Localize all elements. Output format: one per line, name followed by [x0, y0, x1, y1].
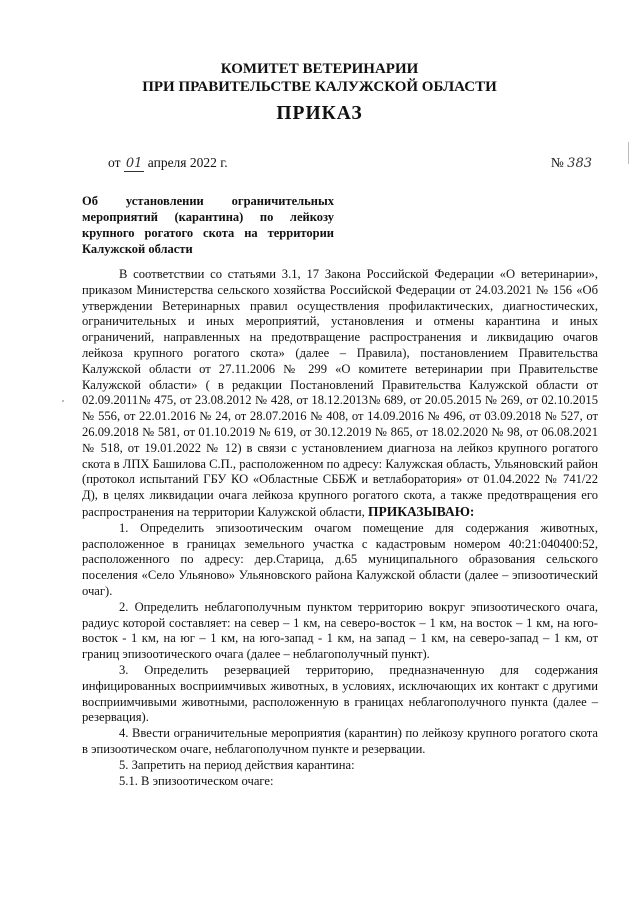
number-prefix: №	[550, 155, 564, 170]
item-paragraph: 4. Ввести ограничительные мероприятия (карантин) по лейкозу крупного рогатого скота в эпизоотическом очаге, неблагополучном пункте и резервации.	[82, 726, 598, 756]
preamble-paragraph	[82, 267, 598, 521]
number-handwritten: 383	[567, 156, 592, 171]
item-paragraph: 2. Определить неблагополучным пунктом территорию вокруг эпизоотического очага, радиус которой составляет: на север – 1 км, на северо-восток – 1 км, на восток – 1 км, на юго-восток - 1 км, на юг – 1 км, на юго-запад - 1 км, на запад – 1 км, на северо-запад – 1 км, от границ эпизоотического очага (далее – неблагополучный пункт).	[82, 599, 598, 662]
item-paragraph: 5. Запретить на период действия карантина:	[119, 757, 355, 772]
scan-dot-mark	[62, 400, 64, 402]
document-type-title: ПРИКАЗ	[276, 103, 363, 124]
order-keyword: ПРИКАЗЫВАЮ:	[367, 503, 475, 519]
date-day-handwritten: 01	[125, 156, 143, 171]
scan-edge-mark	[628, 142, 629, 164]
item-paragraph: 1. Определить эпизоотическим очагом помещение для содержания животных, расположенное в границах земельного участка с кадастровым номером 40:21:040400:52, расположенного по адресу: дер.Старица, д.65 муниципального образования сельского поселения «Село Ульяново» Ульяновского района Калужской области (далее – эпизоотический очаг).	[82, 520, 598, 598]
preamble-text: В соответствии со статьями 3.1, 17 Закона Российской Федерации «О ветеринарии», приказом Министерства сельского хозяйства Российской Федерации от 24.03.2021 № 156 «Об утверждении Ветеринарных правил осуществления профилактических, диагностических, ограничительных и иных мероприятий, установления и отмены карантина и иных ограничений, направленных на предотвращение распространения и ликвидацию очагов лейкоза крупного рогатого скота» (далее – Правила), постановлением Правительства Калужской области от 27.11.2006 № 299 «О комитете ветеринарии при Правительстве Калужской области» ( в редакции Постановлений Правительства Калужской области от 02.09.2011№ 475, от 23.08.2012 № 428, от 18.12.2013№ 689, от 20.05.2015 № 269, от 02.10.2015 № 556, от 22.01.2016 № 24, от 28.07.2016 № 408, от 14.09.2016 № 496, от 03.09.2018 № 527, от 26.09.2018 № 581, от 01.10.2019 № 619, от 30.12.2019 № 865, от 18.02.2020 № 98, от 06.08.2021 № 518, от 19.01.2022 № 12) в связи с установлением диагноза на лейкоз крупного рогатого скота в ЛПХ Башилова С.П., расположенном по адресу: Калужская область, Ульяновский район (протокол испытаний ГБУ КО «Областные СББЖ и ветлаборатория» от 01.04.2022 № 741/22 Д), в целях ликвидации очага лейкоза крупного рогатого скота, а также предотвращения его распространения на территории Калужской области,	[82, 267, 598, 519]
order-date	[108, 155, 228, 171]
item-paragraph: 5.1. В эпизоотическом очаге:	[119, 773, 274, 788]
org-name-line1: КОМИТЕТ ВЕТЕРИНАРИИ	[220, 61, 419, 77]
order-body	[82, 267, 598, 789]
item-paragraph: 3. Определить резервацией территорию, предназначенную для содержания инфицированных восприимчивых животных, в условиях, исключающих их контакт с другими восприимчивыми животными, расположенную в границах неблагополучного пункта (далее – резервация).	[82, 662, 598, 725]
order-number	[551, 155, 592, 171]
org-name-line2: ПРИ ПРАВИТЕЛЬСТВЕ КАЛУЖСКОЙ ОБЛАСТИ	[142, 79, 497, 95]
date-month-year: апреля 2022 г.	[147, 155, 228, 170]
order-subject: Об установлении ограничительных мероприятий (карантина) по лейкозу крупного рогатого скота на территории Калужской области	[82, 194, 334, 256]
date-prefix: от	[108, 155, 121, 170]
